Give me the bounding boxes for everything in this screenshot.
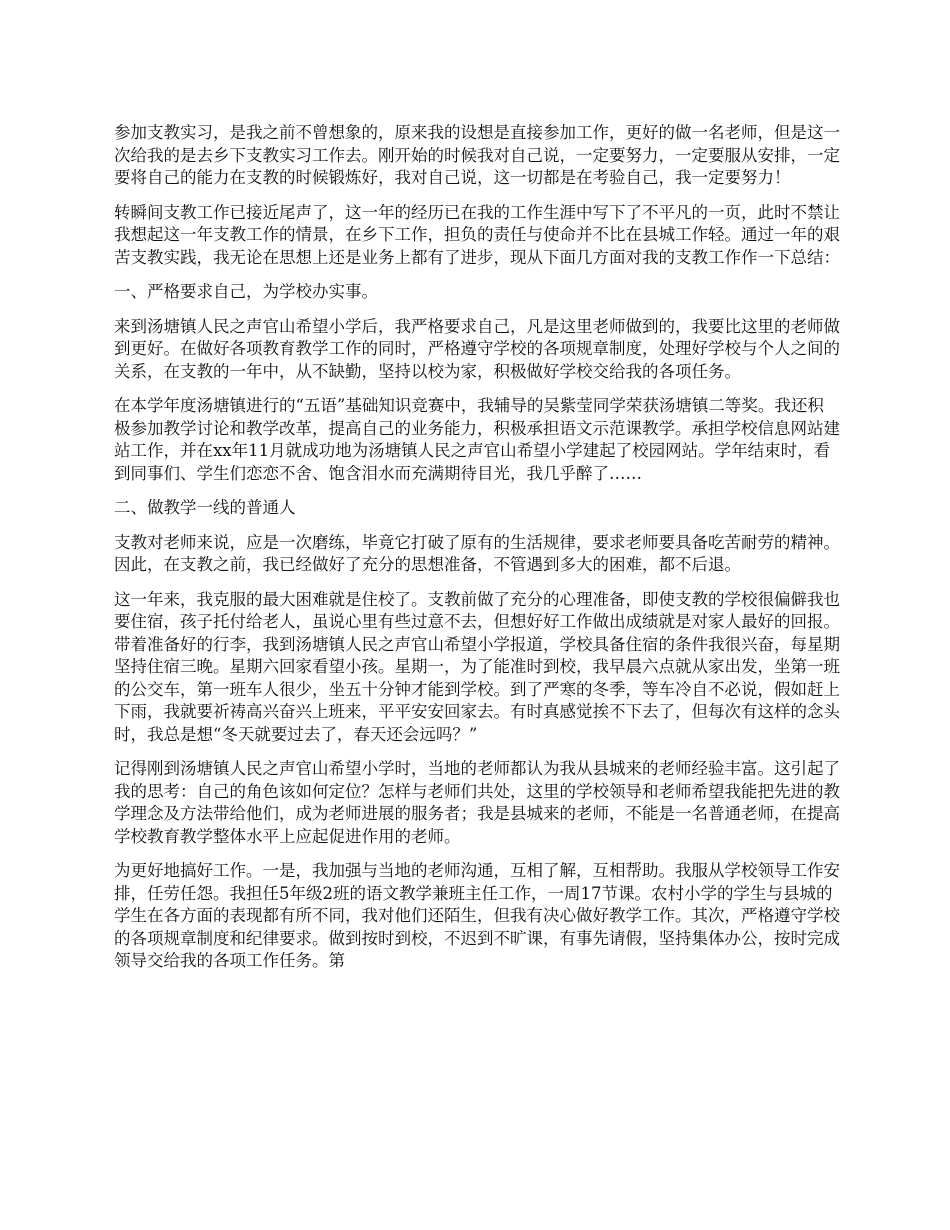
- section-2-paragraph-2: 这一年来，我克服的最大困难就是住校了。支教前做了充分的心理准备，即使支教的学校很偏僻我也要住宿，孩子托付给老人，虽说心里有些过意不去，但想好好工作做出成绩就是对家人最好的回报。带着准备好的行李，我到汤塘镇人民之声官山希望小学报道，学校具备住宿的条件我很兴奋，每星期坚持住宿三晚。星期六回家看望小孩。星期一，为了能准时到校，我早晨六点就从家出发，坐第一班的公交车，第一班车人很少，坐五十分钟才能到学校。到了严寒的冬季，等车冷自不必说，假如赶上下雨，我就要祈祷高兴奋兴上班来，平平安安回家去。有时真感觉挨不下去了，但每次有这样的念头时，我总是想“冬天就要过去了，春天还会远吗？”: [114, 589, 840, 744]
- summary-paragraph: 转瞬间支教工作已接近尾声了，这一年的经历已在我的工作生涯中写下了不平凡的一页，此时不禁让我想起这一年支教工作的情景，在乡下工作，担负的责任与使命并不比在县城工作轻。通过一年的艰苦支教实践，我无论在思想上还是业务上都有了进步，现从下面几方面对我的支教工作作一下总结：: [114, 202, 840, 267]
- section-1-paragraph-1: 来到汤塘镇人民之声官山希望小学后，我严格要求自己，凡是这里老师做到的，我要比这里的老师做到更好。在做好各项教育教学工作的同时，严格遵守学校的各项规章制度，处理好学校与个人之间的关系，在支教的一年中，从不缺勤，坚持以校为家，积极做好学校交给我的各项任务。: [114, 316, 840, 381]
- document-body: [114, 122, 840, 985]
- section-2-paragraph-1: 支教对老师来说，应是一次磨练，毕竟它打破了原有的生活规律，要求老师要具备吃苦耐劳的精神。因此，在支教之前，我已经做好了充分的思想准备，不管遇到多大的困难，都不后退。: [114, 532, 840, 574]
- intro-paragraph: 参加支教实习，是我之前不曾想象的，原来我的设想是直接参加工作，更好的做一名老师，但是这一次给我的是去乡下支教实习工作去。刚开始的时候我对自己说，一定要努力，一定要服从安排，一定要将自己的能力在支教的时候锻炼好，我对自己说，这一切都是在考验自己，我一定要努力！: [114, 123, 840, 187]
- section-2-paragraph-4: 为更好地搞好工作。一是，我加强与当地的老师沟通，互相了解，互相帮助。我服从学校领导工作安排，任劳任怨。我担任5年级2班的语文教学兼班主任工作，一周17节课。农村小学的学生与县城的学生在各方面的表现都有所不同，我对他们还陌生，但我有决心做好教学工作。其次，严格遵守学校的各项规章制度和纪律要求。做到按时到校，不迟到不旷课，有事先请假，坚持集体办公，按时完成领导交给我的各项工作任务。第: [114, 861, 840, 970]
- section-heading-1: 一、严格要求自己，为学校办实事。: [114, 282, 378, 301]
- section-2-paragraph-3: 记得刚到汤塘镇人民之声官山希望小学时，当地的老师都认为我从县城来的老师经验丰富。这引起了我的思考：自己的角色该如何定位？怎样与老师们共处，这里的学校领导和老师希望我能把先进的教学理念及方法带给他们，成为老师进展的服务者；我是县城来的老师，不能是一名普通老师，在提高学校教育教学整体水平上应起促进作用的老师。: [114, 759, 840, 846]
- section-1-paragraph-2: 在本学年度汤塘镇进行的“五语”基础知识竞赛中，我辅导的吴紫莹同学荣获汤塘镇二等奖。我还积极参加教学讨论和教学改革，提高自己的业务能力，积极承担语文示范课教学。承担学校信息网站建站工作，并在xx年11月就成功地为汤塘镇人民之声官山希望小学建起了校园网站。学年结束时，看到同事们、学生们恋恋不舍、饱含泪水而充满期待目光，我几乎醉了……: [114, 396, 840, 483]
- section-heading-2: 二、做教学一线的普通人: [114, 498, 296, 517]
